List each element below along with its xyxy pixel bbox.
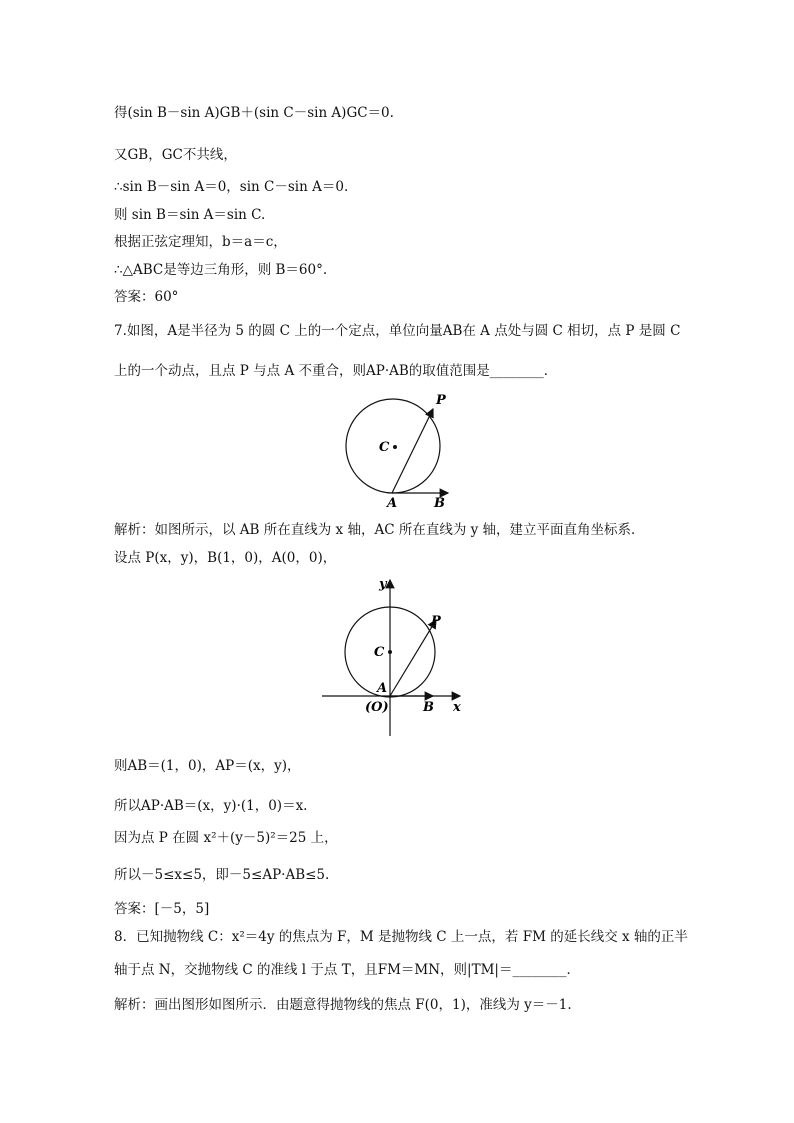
text-line-4: 则 sin B＝sin A＝sin C. — [114, 207, 266, 223]
problem-7-line-1: 7.如图，A是半径为 5 的圆 C 上的一个定点，单位向量AB在 A 点处与圆 C 相切，点 P 是圆 C — [114, 323, 681, 339]
solution-line-1: 解析：如图所示，以 AB 所在直线为 x 轴，AC 所在直线为 y 轴，建立平面直角坐标系． — [114, 522, 645, 538]
center-point — [393, 445, 397, 449]
text-line-1: 得(sin B－sin A)GB＋(sin C－sin A)GC＝0. — [114, 105, 394, 121]
solution-line-6: 所以－5≤x≤5，即－5≤AP·AB≤5. — [114, 867, 330, 883]
vector-ap — [392, 409, 433, 493]
figure-circle-tangent — [340, 380, 460, 510]
answer-2: 答案：[－5，5] — [114, 901, 210, 917]
label-c: C — [374, 645, 385, 660]
label-origin: (O) — [365, 700, 389, 715]
label-c: C — [379, 440, 390, 455]
text-line-5: 根据正弦定理知，b＝a＝c， — [114, 234, 287, 250]
problem-8-solution: 解析：画出图形如图所示．由题意得抛物线的焦点 F(0，1)，准线为 y＝－1. — [114, 997, 572, 1013]
label-a: A — [377, 681, 388, 696]
text-line-3: ∴sin B－sin A＝0，sin C－sin A＝0. — [114, 179, 349, 195]
label-p: P — [431, 614, 441, 629]
text-line-2: 又GB，GC不共线， — [114, 147, 237, 163]
circle-c — [346, 399, 440, 493]
center-point — [388, 650, 392, 654]
label-b: B — [423, 700, 434, 715]
answer-1: 答案：60° — [114, 289, 179, 305]
label-y: y — [379, 577, 387, 592]
solution-line-3: 则AB＝(1，0)，AP＝(x，y)， — [114, 758, 301, 774]
text-line-6: ∴△ABC是等边三角形，则 B＝60°. — [114, 262, 328, 278]
solution-line-2: 设点 P(x，y)，B(1，0)，A(0，0)， — [114, 550, 337, 566]
solution-line-4: 所以AP·AB＝(x，y)·(1，0)＝x. — [114, 798, 308, 814]
solution-line-5: 因为点 P 在圆 x²＋(y－5)²＝25 上， — [114, 830, 338, 846]
problem-7-line-2: 上的一个动点，且点 P 与点 A 不重合，则AP·AB的取值范围是________． — [114, 363, 558, 379]
label-b: B — [434, 496, 445, 510]
label-p: P — [436, 393, 446, 408]
label-a: A — [387, 496, 398, 510]
problem-8-line-1: 8．已知抛物线 C：x²＝4y 的焦点为 F，M 是抛物线 C 上一点，若 FM 的延长线交 x 轴的正半 — [114, 929, 688, 945]
label-x: x — [453, 700, 461, 715]
vector-ap — [390, 620, 436, 696]
figure-coordinate-system — [318, 570, 468, 740]
problem-8-line-2: 轴于点 N，交抛物线 C 的准线 l 于点 T，且FM＝MN，则|TM|＝________． — [114, 962, 580, 978]
